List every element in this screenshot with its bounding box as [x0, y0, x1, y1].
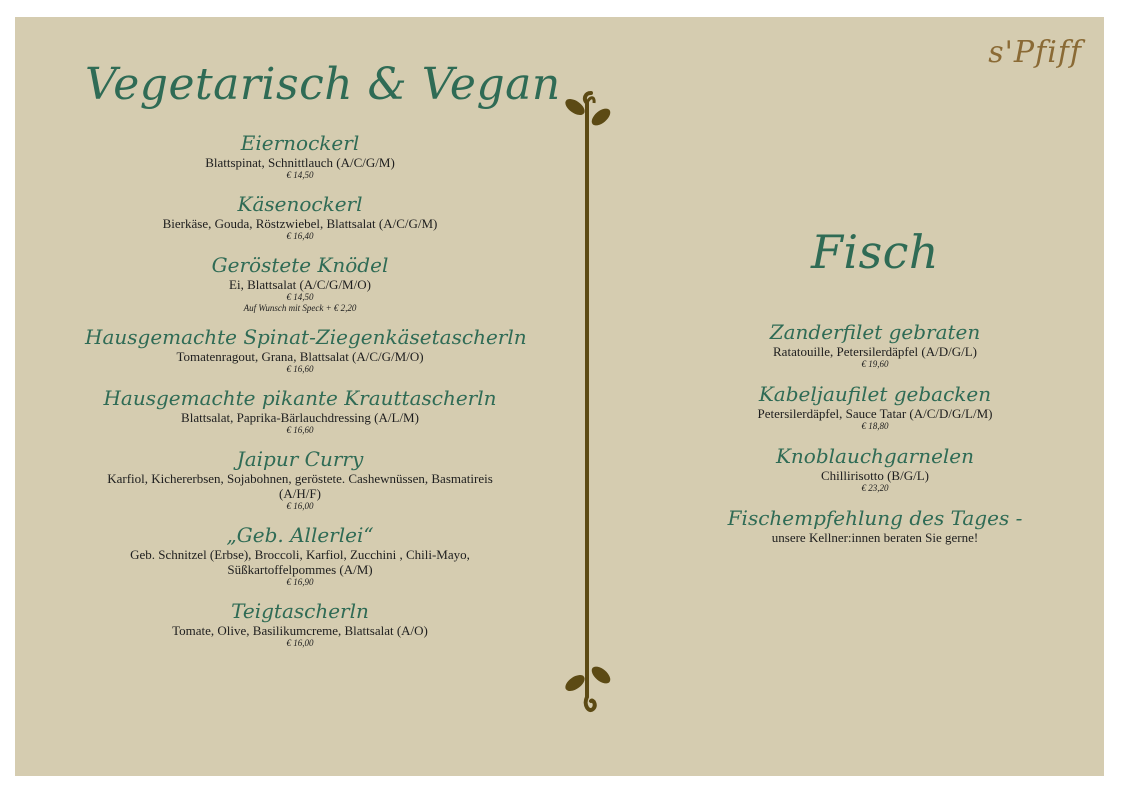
- item-name: Zanderfilet gebraten: [769, 319, 981, 344]
- item-name: Teigtascherln: [231, 599, 369, 624]
- item-description: Karfiol, Kichererbsen, Sojabohnen, geröstete. Cashewnüssen, Basmatireis (A/H/F): [107, 471, 493, 502]
- item-price: € 14,50: [286, 292, 314, 303]
- item-price: € 18,80: [861, 420, 889, 431]
- item-description: unsere Kellner:innen beraten Sie gerne!: [771, 529, 979, 545]
- item-name: Hausgemachte pikante Krauttascherln: [103, 386, 497, 411]
- menu-item: [85, 131, 515, 181]
- menu-item: [85, 325, 527, 375]
- item-price: € 16,40: [286, 231, 314, 242]
- brand-logo: s'Pfiff: [988, 35, 1082, 70]
- item-price: € 19,60: [861, 358, 889, 369]
- vine-divider-icon: [561, 85, 621, 720]
- item-price: € 16,90: [286, 577, 314, 588]
- item-description: Geb. Schnitzel (Erbse), Broccoli, Karfiol, Zucchini , Chili-Mayo, Süßkartoffelpommes (A/M): [130, 547, 470, 578]
- section-title-vegetarian: Vegetarisch & Vegan: [85, 59, 561, 110]
- item-price: € 16,00: [286, 638, 314, 649]
- item-description: Petersilerdäpfel, Sauce Tatar (A/C/D/G/L/M): [757, 405, 993, 421]
- item-name: Eiernockerl: [240, 131, 360, 156]
- menu-item: [85, 447, 515, 512]
- item-description: Ratatouille, Petersilerdäpfel (A/D/G/L): [773, 343, 977, 359]
- menu-item: [720, 444, 1030, 494]
- item-note: Auf Wunsch mit Speck + € 2,20: [243, 303, 357, 314]
- item-name: Fischempfehlung des Tages -: [727, 505, 1023, 530]
- item-description: Ei, Blattsalat (A/C/G/M/O): [229, 277, 371, 293]
- item-price: € 16,60: [286, 364, 314, 375]
- item-name: Knoblauchgarnelen: [775, 443, 975, 468]
- item-price: € 16,60: [286, 425, 314, 436]
- menu-item: [85, 523, 515, 588]
- item-name: „Geb. Allerlei“: [226, 523, 374, 548]
- menu-page: [15, 17, 1104, 776]
- item-description: Bierkäse, Gouda, Röstzwiebel, Blattsalat (A/C/G/M): [162, 216, 438, 232]
- menu-item: [720, 320, 1030, 370]
- menu-item: [85, 386, 515, 436]
- item-description: Tomate, Olive, Basilikumcreme, Blattsalat (A/O): [172, 623, 428, 639]
- item-price: € 23,20: [861, 482, 889, 493]
- item-name: Jaipur Curry: [236, 447, 364, 472]
- item-price: € 16,00: [286, 501, 314, 512]
- item-description: Blattspinat, Schnittlauch (A/C/G/M): [205, 155, 395, 171]
- vegetarian-section: [85, 59, 561, 660]
- item-description: Blattsalat, Paprika-Bärlauchdressing (A/L/M): [181, 410, 419, 426]
- menu-item: [720, 382, 1030, 432]
- item-description: Chillirisotto (B/G/L): [821, 467, 929, 483]
- item-price: € 14,50: [286, 170, 314, 181]
- menu-item: [720, 506, 1030, 545]
- item-name: Käsenockerl: [237, 192, 363, 217]
- fish-section: [720, 227, 1030, 557]
- item-name: Kabeljaufilet gebacken: [758, 381, 992, 406]
- menu-item: [85, 253, 515, 314]
- menu-item: [85, 599, 515, 649]
- section-title-fish: Fisch: [810, 225, 940, 279]
- item-name: Geröstete Knödel: [211, 253, 389, 278]
- item-name: Hausgemachte Spinat-Ziegenkäsetascherln: [85, 325, 527, 350]
- item-description: Tomatenragout, Grana, Blattsalat (A/C/G/M/O): [176, 349, 424, 365]
- menu-item: [85, 192, 515, 242]
